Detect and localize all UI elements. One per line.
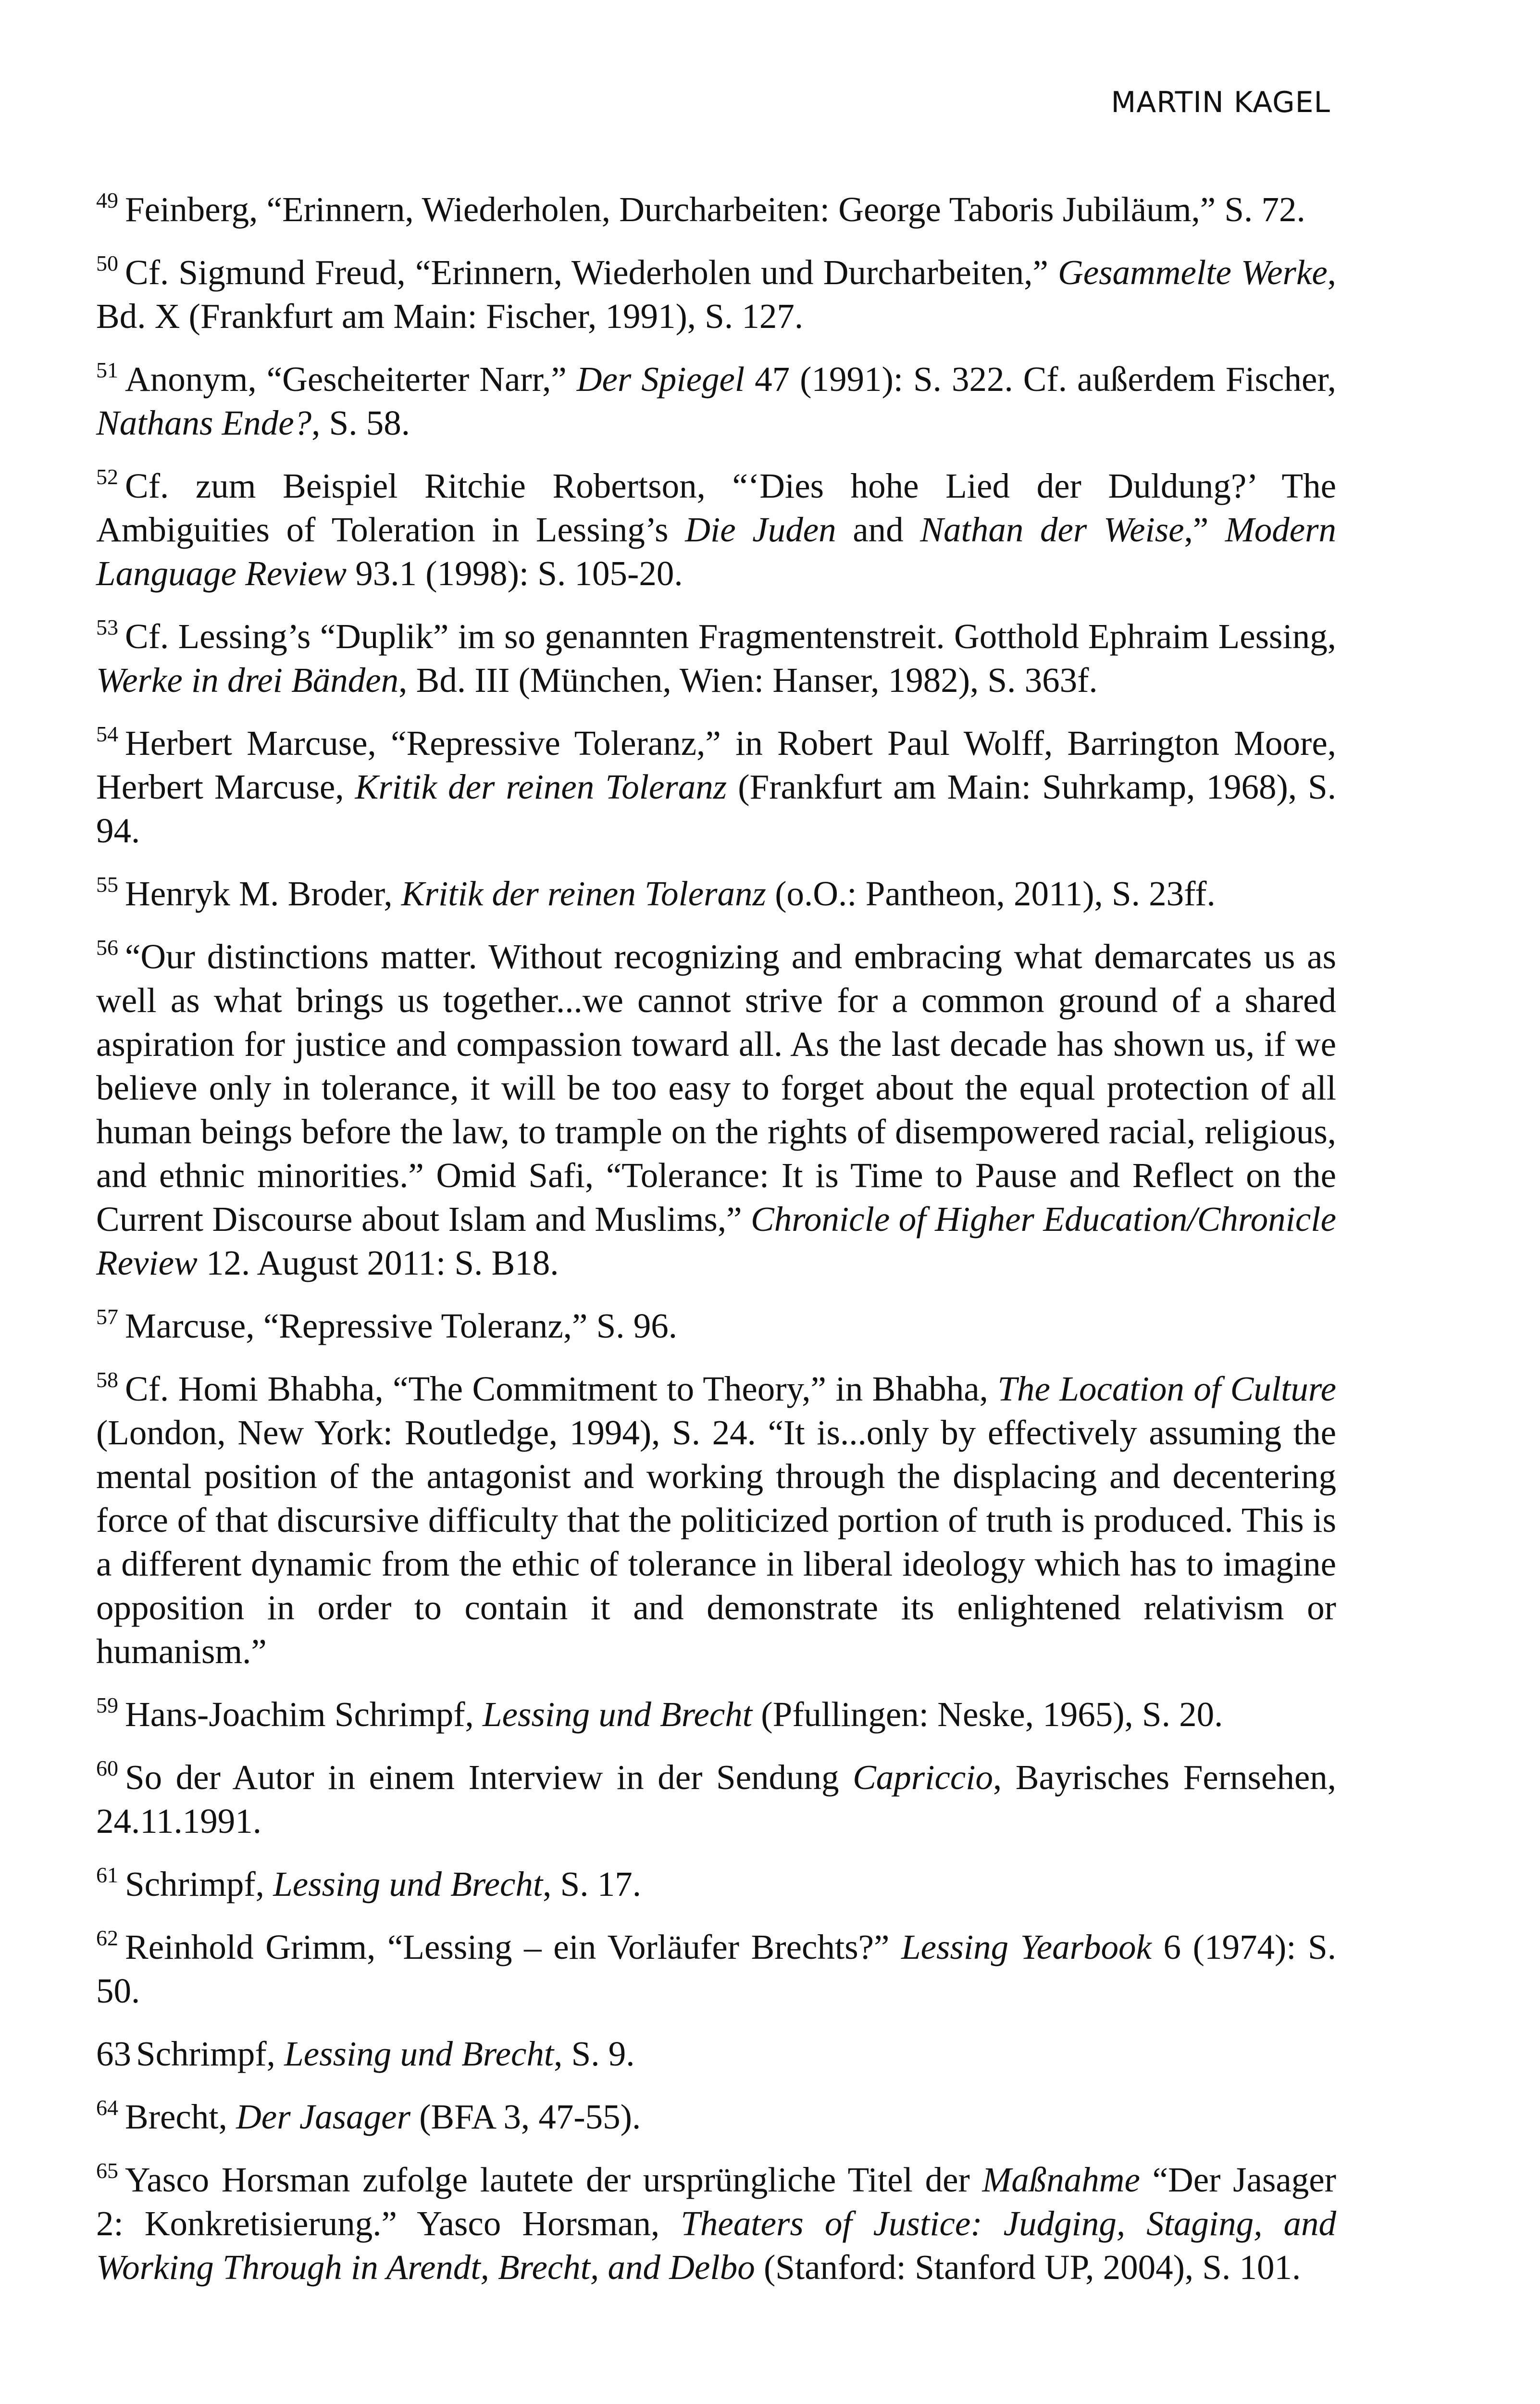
endnote-text: “Our distinctions matter. Without recognizing and embracing what demarcates us as well as what brings us together...we cannot strive for a common ground of a shared aspiration for justice and compassion toward all. As the last decade has shown us, if we believe only in tolerance, it will be too easy to forget about the equal protection of all human beings before the law, to trample on the rights of disempowered racial, religious, and ethnic minorities.” Omid Safi, “Tolerance: It is Time to Pause and Reflect on the Current Discourse about Islam and Muslims,” — [96, 937, 1336, 1239]
endnote-title-italic: Lessing und Brecht — [273, 1865, 543, 1903]
endnote-title-italic: Maßnahme — [982, 2160, 1140, 2199]
endnote-title-italic: The Location of Culture — [997, 1369, 1337, 1408]
endnote-number: 61 — [96, 1863, 118, 1887]
endnote-number: 62 — [96, 1926, 118, 1950]
endnote-number: 59 — [96, 1693, 118, 1717]
endnote-text: Cf. Sigmund Freud, “Erinnern, Wiederholen und Durcharbeiten,” — [125, 253, 1058, 292]
endnote-text: 6 (1974): S. 50. — [96, 1928, 1337, 2010]
endnote-65 — [96, 2158, 1336, 2289]
endnote-text: Cf. Homi Bhabha, “The Commitment to Theory,” in Bhabha, — [125, 1369, 998, 1408]
endnote-text: , S. 58. — [311, 403, 410, 442]
endnote-text: Marcuse, “Repressive Toleranz,” S. 96. — [125, 1306, 678, 1345]
endnote-text: Schrimpf, — [125, 1865, 273, 1903]
endnote-title-italic: Kritik der reinen Toleranz — [401, 874, 766, 913]
endnote-text: , S. 9. — [554, 2034, 635, 2073]
endnote-title-italic: Gesammelte Werke — [1058, 253, 1328, 292]
endnote-59 — [96, 1692, 1336, 1736]
endnote-title-italic: Kritik der reinen Toleranz — [355, 767, 727, 806]
endnote-52 — [96, 464, 1336, 595]
endnote-text: Hans-Joachim Schrimpf, — [125, 1695, 483, 1734]
endnote-55 — [96, 872, 1336, 915]
endnote-text: (Pfullingen: Neske, 1965), S. 20. — [752, 1695, 1223, 1734]
endnote-text: , S. 17. — [543, 1865, 642, 1903]
endnote-text: (o.O.: Pantheon, 2011), S. 23ff. — [766, 874, 1216, 913]
endnote-63 — [96, 2032, 1336, 2076]
endnote-text: Feinberg, “Erinnern, Wiederholen, Durcharbeiten: George Taboris Jubiläum,” S. 72. — [125, 190, 1305, 229]
endnote-text: 47 (1991): S. 322. Cf. außerdem Fischer, — [745, 360, 1336, 399]
endnote-text: 12. August 2011: S. B18. — [197, 1243, 559, 1282]
endnote-text: So der Autor in einem Interview in der Sendung — [125, 1758, 853, 1797]
endnote-title-italic: Lessing und Brecht — [483, 1695, 753, 1734]
endnote-text: (Stanford: Stanford UP, 2004), S. 101. — [755, 2248, 1301, 2287]
endnote-text: Yasco Horsman zufolge lautete der ursprüngliche Titel der — [125, 2160, 982, 2199]
endnote-title-italic: Der Jasager — [236, 2097, 410, 2136]
endnote-50 — [96, 250, 1336, 338]
endnote-text: Schrimpf, — [136, 2034, 285, 2073]
endnote-number: 49 — [96, 188, 118, 213]
endnote-title-italic: Modern Language Review — [96, 510, 1337, 593]
endnote-49 — [96, 188, 1336, 231]
endnote-text: Reinhold Grimm, “Lessing – ein Vorläufer Brechts?” — [125, 1928, 902, 1966]
endnote-62 — [96, 1925, 1336, 2013]
endnote-text: ,” — [1184, 510, 1225, 549]
endnote-61 — [96, 1862, 1336, 1906]
endnote-text: , Bd. X (Frankfurt am Main: Fischer, 1991), S. 127. — [96, 253, 1336, 336]
endnote-text: , Bayrisches Fernsehen, 24.11.1991. — [96, 1758, 1336, 1841]
endnote-number: 53 — [96, 615, 118, 639]
endnote-text: (BFA 3, 47-55). — [410, 2097, 641, 2136]
endnote-title-italic: Die Juden — [685, 510, 836, 549]
endnote-text: Cf. zum Beispiel Ritchie Robertson, “‘Dies hohe Lied der Duldung?’ The Ambiguities of Toleration in Lessing’s — [96, 466, 1336, 549]
endnote-text: Brecht, — [125, 2097, 236, 2136]
endnote-53 — [96, 614, 1336, 702]
endnote-number: 64 — [96, 2095, 118, 2120]
endnote-title-italic: Capriccio — [853, 1758, 994, 1797]
endnote-number: 57 — [96, 1304, 118, 1329]
endnote-60 — [96, 1755, 1336, 1843]
endnote-title-italic: Werke in drei Bänden — [96, 661, 399, 700]
endnote-text: Anonym, “Gescheiterter Narr,” — [125, 360, 577, 399]
endnote-text: (Frankfurt am Main: Suhrkamp, 1968), S. 94. — [96, 767, 1336, 850]
endnote-number: 65 — [96, 2158, 118, 2183]
endnote-text: Cf. Lessing’s “Duplik” im so genannten Fragmentenstreit. Gotthold Ephraim Lessing, — [125, 617, 1336, 656]
endnote-51 — [96, 357, 1336, 445]
endnote-text: Henryk M. Broder, — [125, 874, 401, 913]
endnote-64 — [96, 2095, 1336, 2139]
endnote-number: 54 — [96, 722, 118, 746]
endnote-text: (London, New York: Routledge, 1994), S. 24. “It is...only by effectively assuming the mental position of the antagonist and working through the displacing and decentering force of that discursive difficulty that the politicized portion of truth is produced. This is a different dynamic from the ethic of tolerance in liberal ideology which has to imagine opposition in order to contain it and demonstrate its enlightened relativism or humanism.” — [96, 1413, 1336, 1671]
endnote-title-italic: Der Spiegel — [576, 360, 745, 399]
endnote-text: and — [836, 510, 920, 549]
endnote-title-italic: Chronicle of Higher Education/Chronicle Review — [96, 1200, 1336, 1282]
endnote-number: 58 — [96, 1367, 118, 1392]
endnote-title-italic: Nathan der Weise — [920, 510, 1184, 549]
endnote-number: 50 — [96, 251, 118, 275]
endnote-number: 63 — [96, 2034, 131, 2073]
endnote-text: Herbert Marcuse, “Repressive Toleranz,” in Robert Paul Wolff, Barrington Moore, Herbert Marcuse, — [96, 724, 1336, 806]
endnote-number: 52 — [96, 464, 118, 489]
endnote-text: 93.1 (1998): S. 105-20. — [347, 554, 683, 593]
endnote-number: 60 — [96, 1756, 118, 1780]
running-head: MARTIN KAGEL — [1111, 86, 1330, 119]
endnote-text: “Der Jasager 2: Konkretisierung.” Yasco Horsman, — [96, 2160, 1336, 2243]
endnote-56 — [96, 935, 1336, 1285]
endnote-title-italic: Nathans Ende? — [96, 403, 312, 442]
endnote-number: 55 — [96, 872, 118, 897]
endnote-text: , Bd. III (München, Wien: Hanser, 1982), S. 363f. — [398, 661, 1098, 700]
endnote-title-italic: Lessing Yearbook — [901, 1928, 1152, 1966]
endnote-number: 51 — [96, 358, 118, 382]
endnote-57 — [96, 1304, 1336, 1348]
endnote-number: 56 — [96, 935, 118, 960]
endnote-54 — [96, 721, 1336, 852]
endnote-58 — [96, 1367, 1336, 1673]
endnotes-list — [96, 188, 1336, 2308]
endnote-title-italic: Theaters of Justice: Judging, Staging, and Working Through in Arendt, Brecht, and Delbo — [96, 2204, 1337, 2287]
endnote-title-italic: Lessing und Brecht — [284, 2034, 554, 2073]
